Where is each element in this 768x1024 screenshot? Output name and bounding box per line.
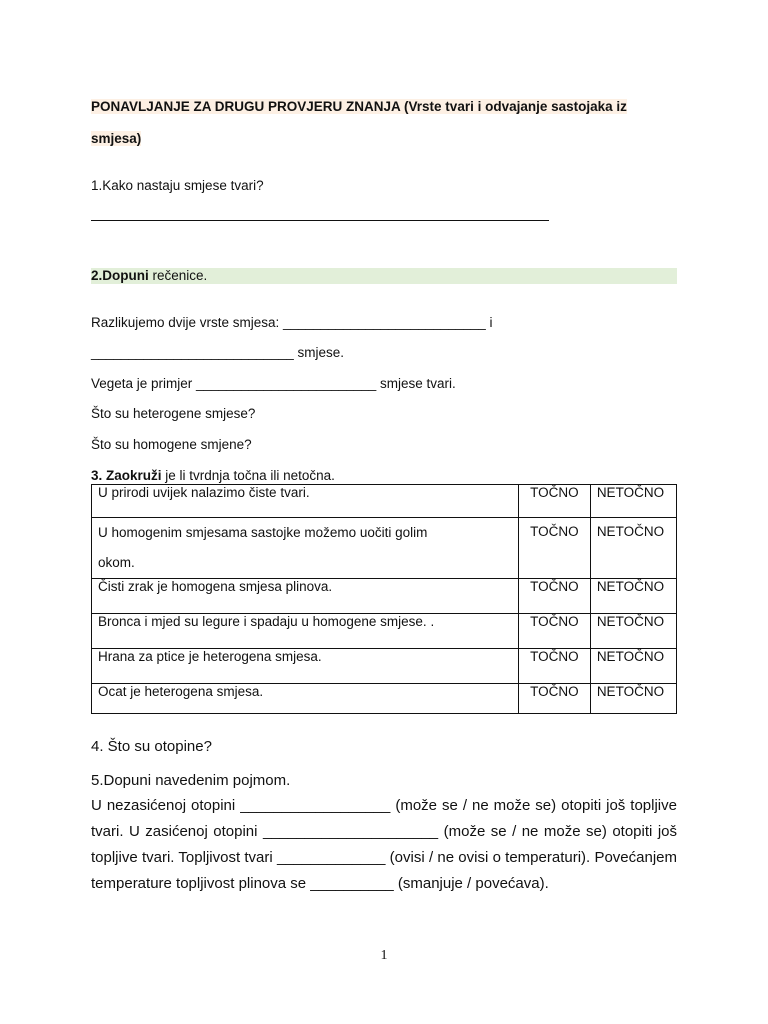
question-2-line-3: Vegeta je primjer ________________________ smjese tvari. [91,376,456,391]
statement-line-1: U homogenim smjesama sastojke možemo uočiti golim [98,525,428,540]
true-option[interactable]: TOČNO [518,579,590,614]
table-row [92,518,677,579]
question-1: 1.Kako nastaju smjese tvari? [91,178,264,193]
true-false-table [91,484,677,714]
false-option[interactable]: NETOČNO [590,649,676,684]
true-option[interactable]: TOČNO [518,518,590,579]
table-row [92,485,677,518]
false-option[interactable]: NETOČNO [590,518,676,579]
question-3-heading [91,468,335,483]
false-option[interactable]: NETOČNO [590,614,676,649]
question-1-answer-line [91,220,549,221]
question-2-line-1: Razlikujemo dvije vrste smjesa: ___________________________ i [91,315,493,330]
question-5-heading: 5.Dopuni navedenim pojmom. [91,772,291,789]
statement-line-2: okom. [98,555,135,570]
statement-cell: Čisti zrak je homogena smjesa plinova. [92,579,519,614]
table-row [92,649,677,684]
question-2-line-4: Što su heterogene smjese? [91,406,256,421]
statement-cell: Hrana za ptice je heterogena smjesa. [92,649,519,684]
true-option[interactable]: TOČNO [518,485,590,518]
table-row [92,684,677,714]
statement-cell: Ocat je heterogena smjesa. [92,684,519,714]
question-2-heading-bold: 2.Dopuni [91,268,149,283]
false-option[interactable]: NETOČNO [590,684,676,714]
question-5-paragraph: U nezasićenoj otopini __________________ (može se / ne može se) otopiti još topljive tvari. U zasićenoj otopini _____________________ (može se / ne može se) otopiti još topljive tvari. Topljivost tvari _____________ (ovisi / ne ovisi o temperaturi). Povećanjem temperature topljivost plinova se __________ (smanjuje / povećava). [91,797,677,892]
document-title-line1: PONAVLJANJE ZA DRUGU PROVJERU ZNANJA (Vrste tvari i odvajanje sastojaka iz [91,99,627,114]
question-2-line-5: Što su homogene smjene? [91,437,252,452]
question-3-heading-rest: je li tvrdnja točna ili netočna. [161,468,335,483]
false-option[interactable]: NETOČNO [590,485,676,518]
question-2-heading-rest: rečenice. [148,268,208,283]
true-option[interactable]: TOČNO [518,614,590,649]
statement-cell [92,518,519,579]
false-option[interactable]: NETOČNO [590,579,676,614]
statement-cell: U prirodi uvijek nalazimo čiste tvari. [92,485,519,518]
statement-cell: Bronca i mjed su legure i spadaju u homogene smjese. . [92,614,519,649]
question-2-heading [91,268,207,283]
table-row [92,614,677,649]
question-3-heading-bold: 3. Zaokruži [91,468,162,483]
question-2-line-2: ___________________________ smjese. [91,345,344,360]
true-option[interactable]: TOČNO [518,649,590,684]
true-option[interactable]: TOČNO [518,684,590,714]
page-number: 1 [380,948,388,963]
table-row [92,579,677,614]
document-title-line2: smjesa) [91,131,142,146]
question-4: 4. Što su otopine? [91,738,212,755]
